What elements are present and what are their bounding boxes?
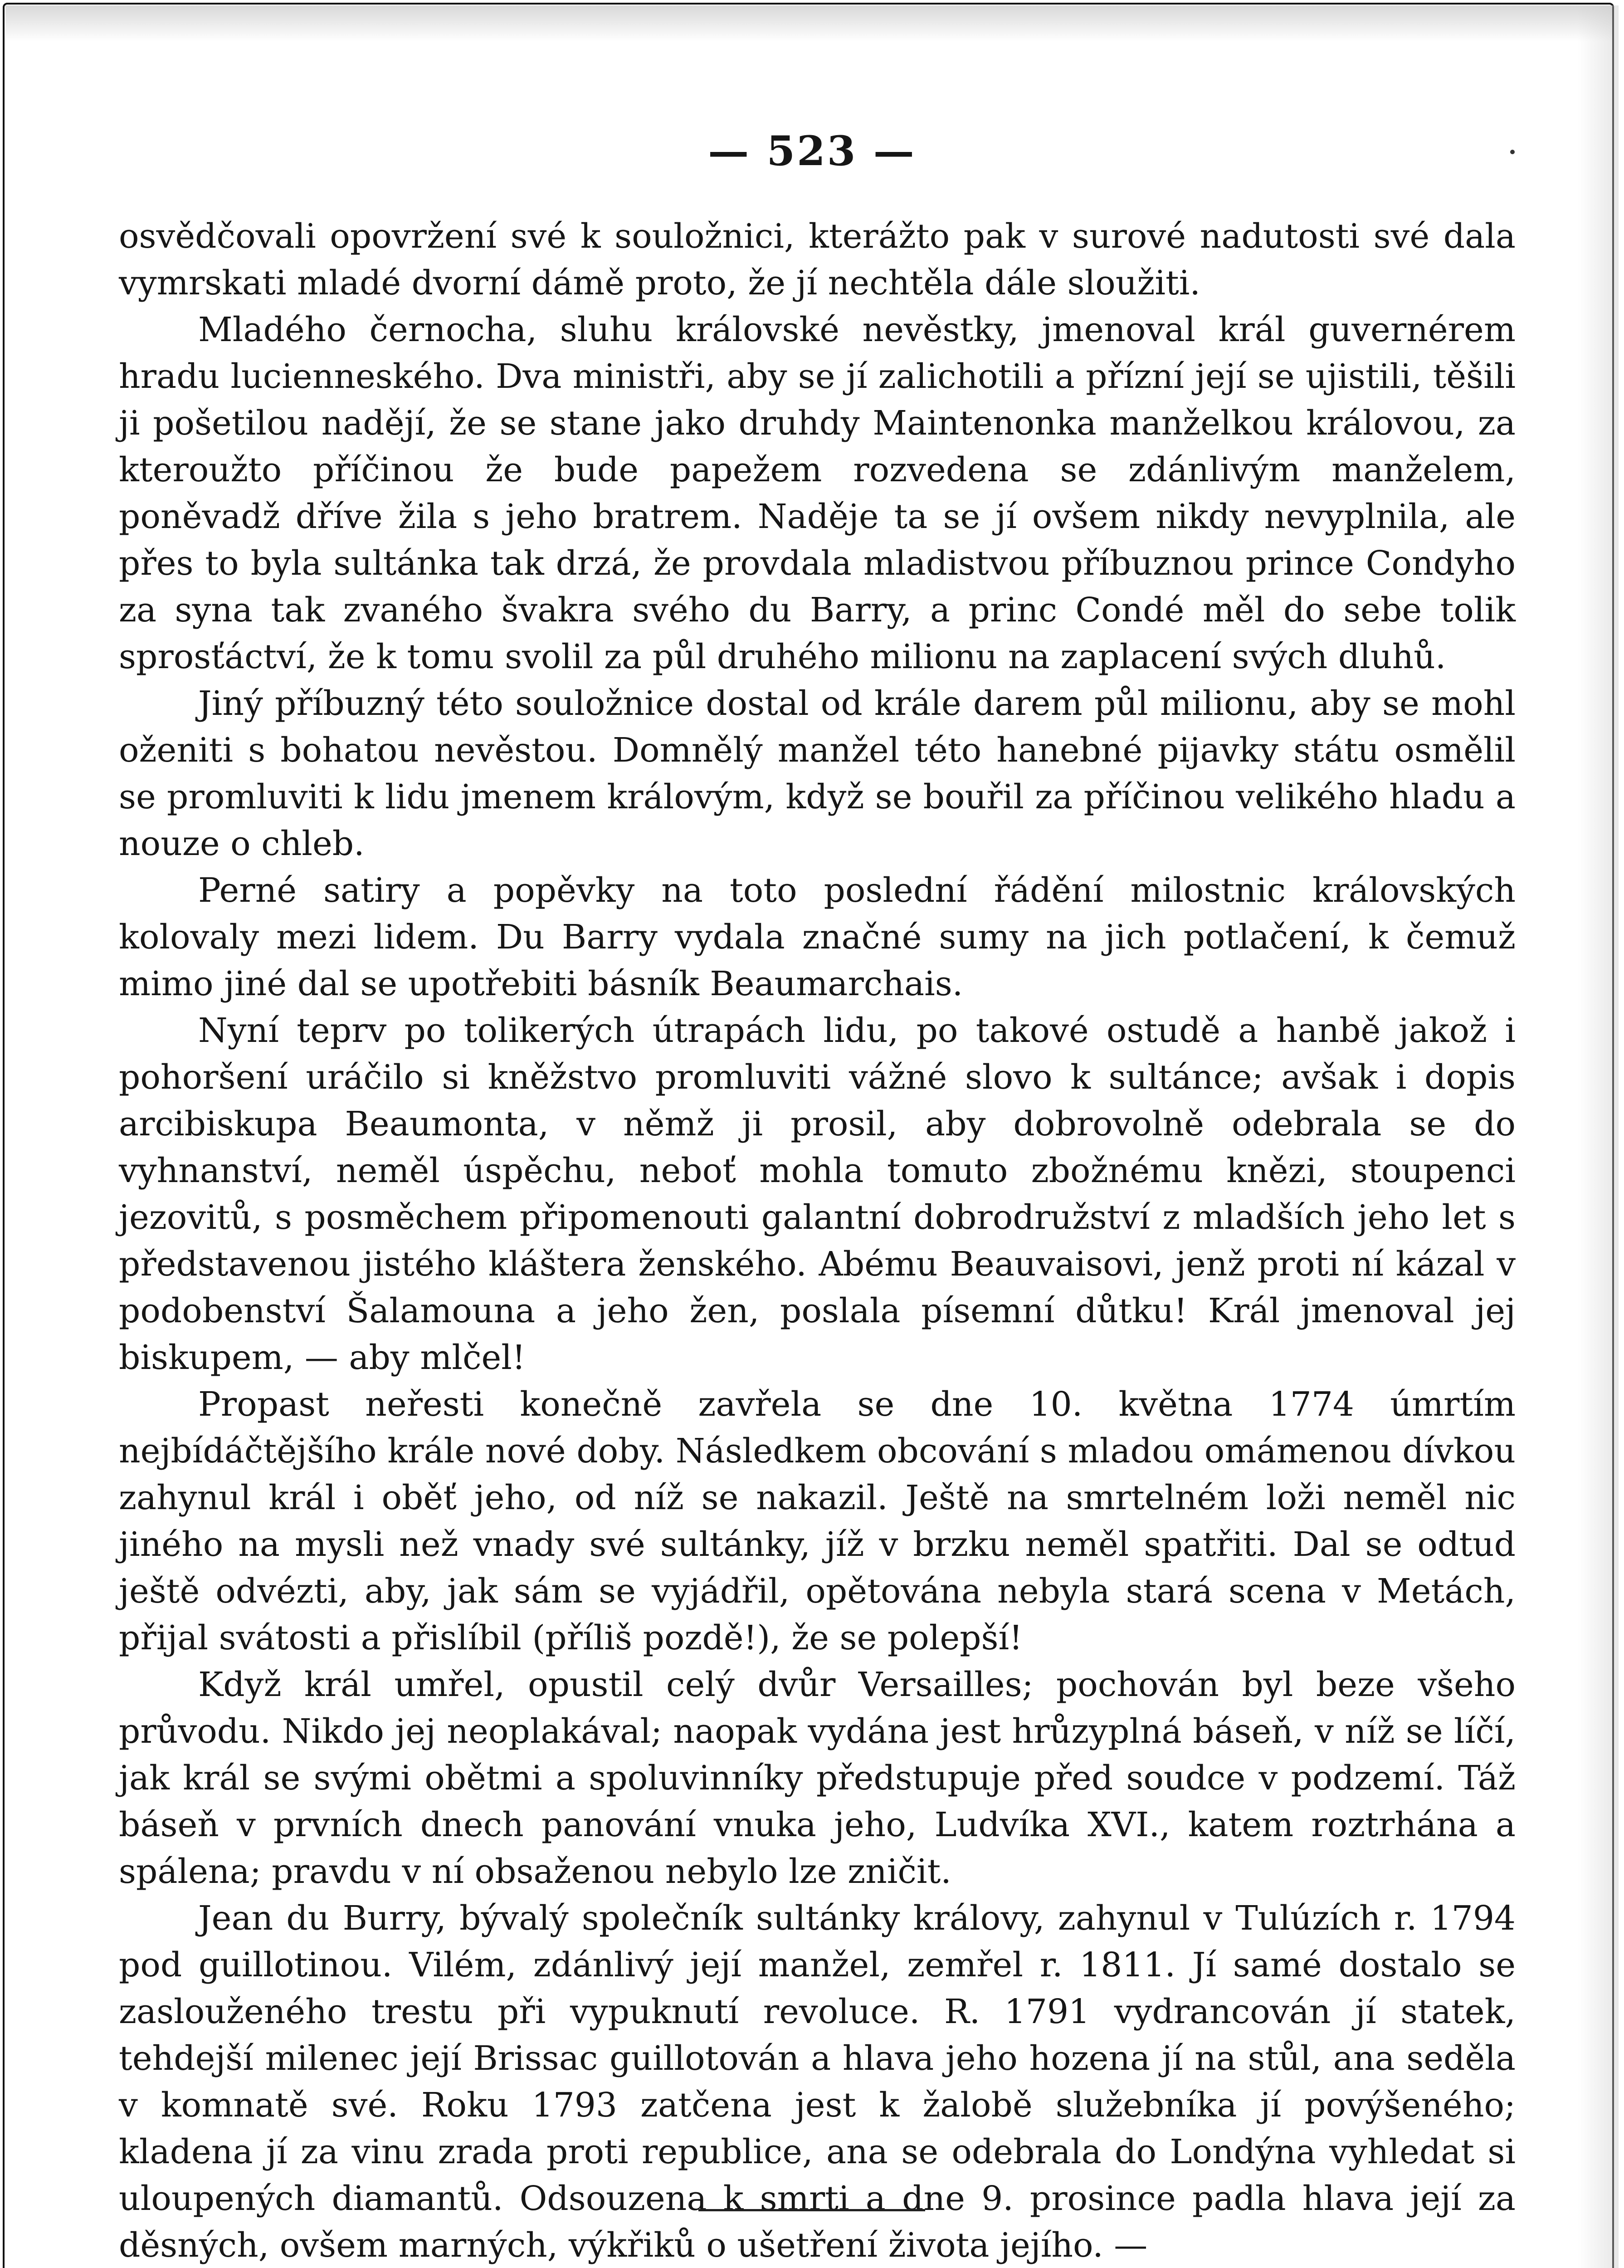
paragraph-3: Jiný příbuzný této souložnice dostal od krále darem půl milionu, aby se mohl oženiti s bohatou nevěstou. Domnělý manžel této hanebné pijavky státu osmělil se promluviti k lidu jmenem královým, když se bouřil za příčinou velikého hladu a nouze o chleb. bbox=[119, 684, 1516, 863]
paragraph-4: Perné satiry a popěvky na toto poslední řádění milostnic královských kolovaly mezi lidem. Du Barry vydala značné sumy na jich potlačení, k čemuž mimo jiné dal se upotřebiti básník Beaumarchais. bbox=[119, 871, 1516, 1003]
section-divider bbox=[698, 2209, 925, 2211]
page-number: — 523 — bbox=[708, 127, 916, 175]
paragraph-5: Nyní teprv po tolikerých útrapách lidu, po takové ostudě a hanbě jakož i pohoršení uráčilo si kněžstvo promluviti vážné slovo k sultánce; avšak i dopis arcibiskupa Beaumonta, v němž ji prosil, aby dobrovolně odebrala se do vyhnanství, neměl úspěchu, neboť mohla tomuto zbožnému knězi, stoupenci jezovitů, s posměchem připomenouti galantní dobrodružství z mladších jeho let s představenou jistého kláštera ženského. Abému Beauvaisovi, jenž proti ní kázal v podobenství Šalamouna a jeho žen, poslala písemní důtku! Král jmenoval jej biskupem, — aby mlčel! bbox=[119, 1011, 1516, 1377]
paragraph-8: Jean du Burry, bývalý společník sultánky královy, zahynul v Tulúzích r. 1794 pod guillotinou. Vilém, zdánlivý její manžel, zemřel r. 1811. Jí samé dostalo se zaslouženého trestu při vypuknutí revoluce. R. 1791 vydrancován jí statek, tehdejší milenec její Brissac guillotován a hlava jeho hozena jí na stůl, ana seděla v komnatě své. Roku 1793 zatčena jest k žalobě služebníka jí povýšeného; kladena jí za vinu zrada proti republice, ana se odebrala do Londýna vyhledat si uloupených diamantů. Odsouzena k smrti a dne 9. prosince padla hlava její za děsných, ovšem marných, výkřiků o ušetření života jejího. — bbox=[119, 1899, 1516, 2265]
paragraph-2: Mladého černocha, sluhu královské nevěstky, jmenoval král guvernérem hradu lucienneského. Dva ministři, aby se jí zalichotili a přízní její se ujistili, těšili ji pošetilou nadějí, že se stane jako druhdy Maintenonka manželkou královou, za kteroužto příčinou že bude papežem rozvedena se zdánlivým manželem, poněvadž dříve žila s jeho bratrem. Naděje ta se jí ovšem nikdy nevyplnila, ale přes to byla sultánka tak drzá, že provdala mladistvou příbuznou prince Condyho za syna tak zvaného švakra svého du Barry, a princ Condé měl do sebe tolik sprosťáctví, že k tomu svolil za půl druhého milionu na zaplacení svých dluhů. bbox=[119, 310, 1516, 676]
paragraph-6: Propast neřesti konečně zavřela se dne 10. května 1774 úmrtím nejbídáčtějšího krále nové doby. Následkem obcování s mladou omámenou dívkou zahynul král i oběť jeho, od níž se nakazil. Ještě na smrtelném loži neměl nic jiného na mysli než vnady své sultánky, jíž v brzku neměl spatřiti. Dal se odtud ještě odvézti, aby, jak sám se vyjádřil, opětována nebyla stará scena v Metách, přijal svátosti a přislíbil (příliš pozdě!), že se polepší! bbox=[119, 1385, 1516, 1657]
scan-shadow-top bbox=[5, 5, 1612, 42]
scan-shadow-right bbox=[1578, 5, 1619, 2268]
scan-speck bbox=[1510, 150, 1515, 154]
body-text bbox=[119, 213, 1516, 2268]
paragraph-7: Když král umřel, opustil celý dvůr Versailles; pochován byl beze všeho průvodu. Nikdo jej neoplakával; naopak vydána jest hrůzyplná báseň, v níž se líčí, jak král se svými obětmi a spoluvinníky předstupuje před soudce v podzemí. Táž báseň v prvních dnech panování vnuka jeho, Ludvíka XVI., katem roztrhána a spálena; pravdu v ní obsaženou nebylo lze zničit. bbox=[119, 1665, 1516, 1891]
paragraph-1: osvědčovali opovržení své k souložnici, kterážto pak v surové nadutosti své dala vymrskati mladé dvorní dámě proto, že jí nechtěla dále sloužiti. bbox=[119, 217, 1516, 303]
